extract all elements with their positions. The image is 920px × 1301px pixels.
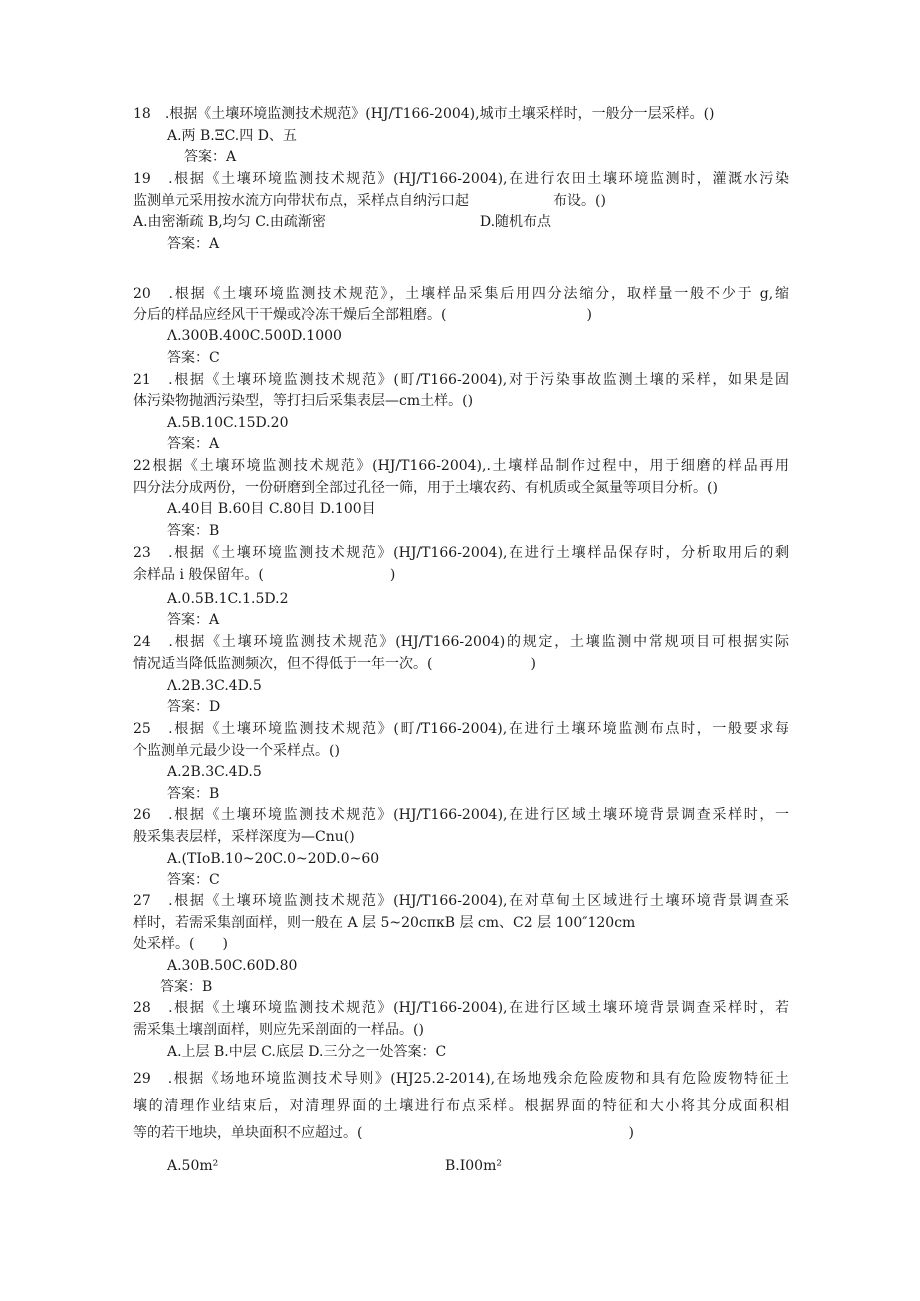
question-18: 18 .根据《土壤环境监测技术规范》(HJ/T166-2004),城市土壤采样时，一般分一层采样。() (133, 106, 715, 122)
options-20: Λ.300B.400C.500D.1000 (167, 328, 342, 344)
question-22-line-2: 四分法分成两份，一份研磨到全部过孔径一筛，用于土壤农药、有机质或全氮量等项目分析。() (133, 480, 718, 496)
options-18: A.两 B.ΞC.四 D、五 (167, 128, 297, 144)
question-28-line-2: 需采集土壤剖面样，则应先采剖面的一样品。() (133, 1022, 424, 1038)
options-21: A.5B.10C.15D.20 (167, 415, 289, 431)
answer-21: 答案：A (167, 436, 220, 452)
options-19: A.由密渐疏 B,均匀 C.由疏渐密 D.随机布点 (133, 214, 552, 230)
options-25: A.2B.3C.4D.5 (167, 764, 262, 780)
answer-23: 答案：A (167, 612, 220, 628)
answer-19: 答案：A (167, 236, 220, 252)
answer-25: 答案：B (167, 786, 220, 802)
answer-20: 答案：C (167, 350, 220, 366)
question-23-line-2: 余样品 i 般保留年。( ) (133, 567, 396, 583)
question-20-line-1: 20 .根据《土壤环境监测技术规范》，土壤样品采集后用四分法缩分，取样量一般不少于 g,缩 (133, 286, 789, 302)
question-21-line-2: 体污染物抛洒污染型，等打扫后采集表层—cm土样。() (133, 393, 474, 409)
answer-22: 答案：B (167, 523, 220, 539)
question-26-line-1: 26 .根据《土壤环境监测技术规范》(HJ/T166-2004),在进行区域土壤环境背景调查采样时，一 (133, 807, 789, 823)
question-20-line-2: 分后的样品应经风干干燥或冷冻干燥后全部粗磨。( ) (133, 307, 592, 323)
answer-18: 答案：A (184, 149, 237, 165)
option-29-a: A.50m² (167, 1158, 219, 1174)
options-23: A.0.5B.1C.1.5D.2 (167, 591, 289, 607)
question-19-line-1: 19 .根据《土壤环境监测技术规范》(HJ/T166-2004),在进行农田土壤环境监测时，灌溉水污染 (133, 171, 789, 187)
question-29-line-1: 29 .根据《场地环境监测技术导则》(HJ25.2-2014),在场地残余危险废物和具有危险废物特征土 (133, 1071, 789, 1087)
options-24: Λ.2B.3C.4D.5 (167, 678, 262, 694)
question-26-line-2: 般采集表层样，采样深度为—Cnu() (133, 829, 355, 845)
question-19-line-2: 监测单元采用按水流方向带状布点，采样点自纳污口起 布设。() (133, 193, 606, 209)
answer-27: 答案：B (160, 979, 213, 995)
question-29-line-2: 壤的清理作业结束后，对清理界面的土壤进行布点采样。根据界面的特征和大小将其分成面积相 (133, 1098, 789, 1114)
answer-26: 答案：C (167, 872, 220, 888)
question-22-line-1: 22根据《土壤环境监测技术规范》(HJ/T166-2004),.土壤样品制作过程中，用于细磨的样品再用 (133, 458, 789, 474)
question-25-line-2: 个监测单元最少设一个采样点。() (133, 743, 340, 759)
question-27-line-3: 处采样。( ) (133, 936, 228, 952)
option-29-b: B.I00m² (445, 1158, 502, 1174)
question-23-line-1: 23 .根据《土壤环境监测技术规范》(HJ/T166-2004),在进行土壤样品保存时，分析取用后的剩 (133, 545, 789, 561)
options-27: A.30B.50C.60D.80 (167, 958, 298, 974)
question-27-line-2: 样时，若需采集剖面样，则一般在 A 层 5~20cπκB 层 cm、C2 层 100″120cm (133, 915, 636, 931)
answer-24: 答案：D (167, 699, 221, 715)
question-27-line-1: 27 .根据《土壤环境监测技术规范》(HJ/T166-2004),在对草甸土区域进行土壤环境背景调查采 (133, 893, 789, 909)
question-24-line-1: 24 .根据《土壤环境监测技术规范》(HJ/T166-2004)的规定，土壤监测中常规项目可根据实际 (133, 634, 789, 650)
question-25-line-1: 25 .根据《土壤环境监测技术规范》(町/T166-2004),在进行土壤环境监测布点时，一般要求每 (133, 721, 789, 737)
options-28: A.上层 B.中层 C.底层 D.三分之一处答案：C (167, 1044, 447, 1060)
question-24-line-2: 情况适当降低监测频次，但不得低于一年一次。( ) (133, 656, 536, 672)
options-26: A.(TIoB.10~20C.0~20D.0~60 (167, 851, 380, 867)
question-28-line-1: 28 .根据《土壤环境监测技术规范》(HJ/T166-2004),在进行区域土壤环境背景调查采样时，若 (133, 1000, 789, 1016)
options-22: A.40目 B.60目 C.80目 D.100目 (167, 501, 376, 517)
question-29-line-3: 等的若干地块，单块面积不应超过。( ) (133, 1125, 634, 1141)
question-21-line-1: 21 .根据《土壤环境监测技术规范》(町/T166-2004),对于污染事故监测土壤的采样，如果是固 (133, 372, 789, 388)
